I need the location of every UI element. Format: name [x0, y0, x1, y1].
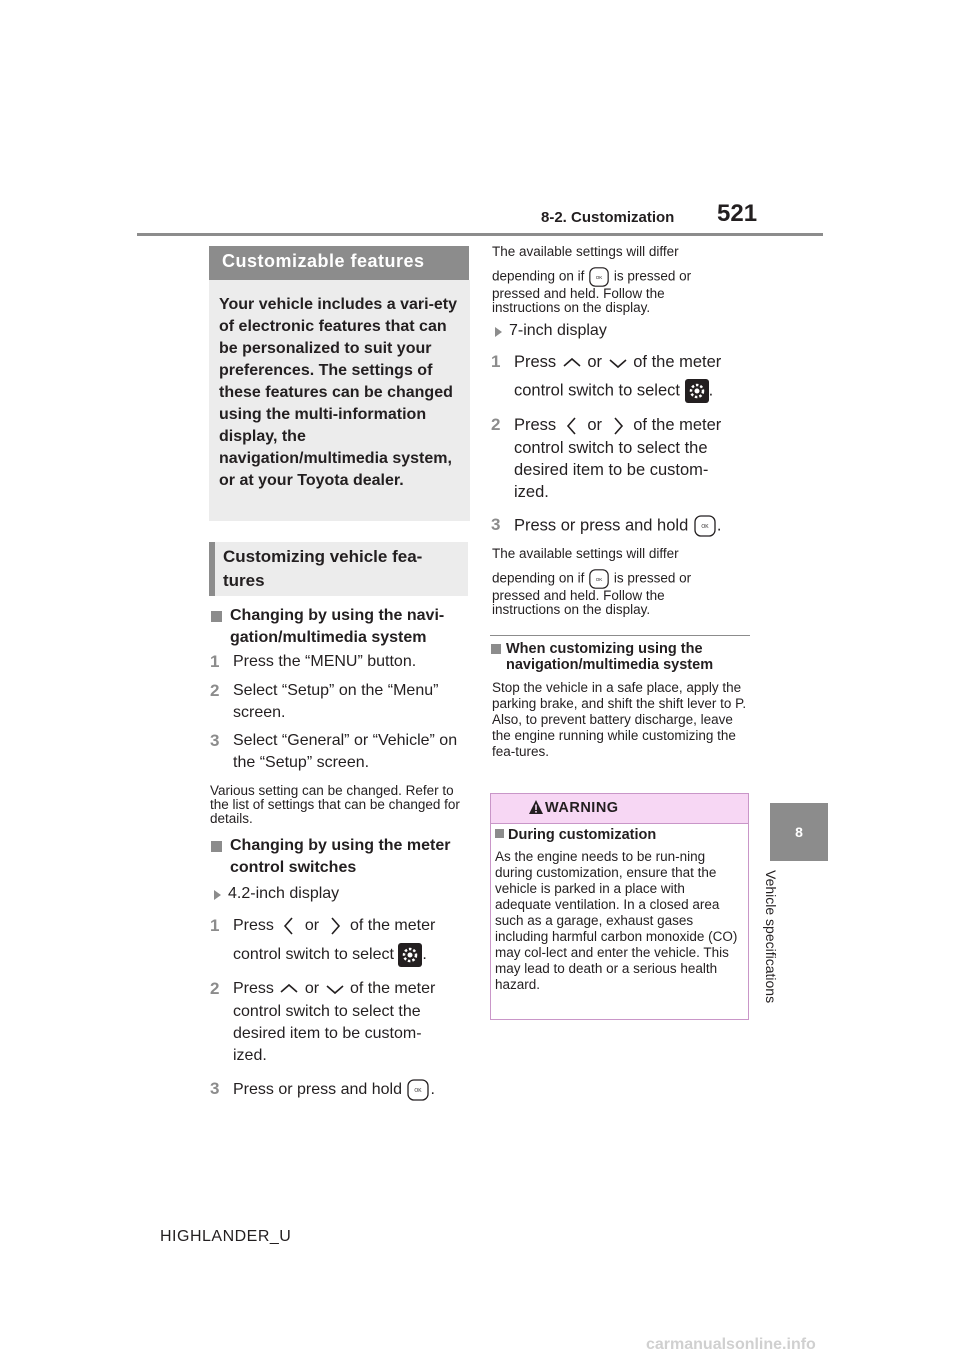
watermark: carmanualsonline.info — [646, 1336, 816, 1353]
nav-step-1: 1 Press the “MENU” button. — [210, 652, 417, 671]
header-rule — [137, 233, 823, 236]
nav-heading: Changing by using the navi-gation/multimedia system — [211, 605, 471, 649]
chapter-label — [762, 870, 796, 1040]
customizable-features-header — [209, 246, 469, 280]
d42-step-3: 3 Press or press and hold OK . — [210, 1078, 470, 1102]
footer-model: HIGHLANDER_U — [160, 1228, 292, 1245]
chapter-label-text: Vehicle specifications — [763, 870, 779, 1004]
ok-button-icon — [693, 514, 717, 538]
intro-box — [209, 280, 470, 521]
gear-settings-icon — [398, 943, 422, 967]
nav-step-2: 2 Select “Setup” on the “Menu” screen. — [210, 681, 439, 721]
square-bullet-icon — [491, 644, 501, 654]
note-mid-rest: pressed and held. Follow the instructions on the display. — [492, 588, 665, 617]
svg-text:OK: OK — [595, 274, 603, 280]
meter-heading: Changing by using the meter control switches — [211, 835, 451, 879]
warning-triangle-icon — [528, 799, 544, 815]
ok-button-icon — [588, 568, 610, 590]
note-mid-line-1: The available settings will differ — [492, 546, 679, 561]
d42-step-2: 2 Press or of the meter — [210, 979, 436, 998]
nav-step-3: 3 Select “General” or “Vehicle” on the “Setup” screen. — [210, 731, 458, 771]
ok-button-icon — [406, 1078, 430, 1102]
warning-body: As the engine needs to be run-ning during customization, ensure that the vehicle is parked in a place with adequate ventilation. In a closed area such as a garage, exhaust gases including harmful carbon monoxide (CO) may col-lect and enter the vehicle. This may lead to death or a serious health hazard. — [495, 849, 738, 992]
warning-box — [490, 793, 749, 1020]
chevron-up-icon — [278, 978, 300, 1000]
when-heading: When customizing using the navigation/multimedia system — [491, 641, 746, 673]
customizable-features-title: Customizable features — [222, 251, 425, 271]
chevron-left-icon — [278, 915, 300, 937]
section-title: 8-2. Customization — [541, 209, 675, 226]
note-top-rest: pressed and held. Follow the instructions on the display. — [492, 286, 665, 315]
warning-subheading: During customization — [495, 827, 656, 843]
gear-settings-icon — [685, 379, 709, 403]
d42-step-1: 1 Press or of the meter — [210, 916, 436, 935]
customizing-vehicle-title: Customizing vehicle fea-tures — [223, 547, 423, 590]
page-number: 521 — [717, 200, 758, 227]
customizing-vehicle-header — [209, 542, 468, 596]
d42-step-2-cont: control switch to select the desired item to be custom-ized. — [233, 1003, 422, 1064]
warning-title: WARNING — [545, 800, 619, 816]
section-divider — [490, 635, 750, 636]
chevron-up-icon — [561, 352, 583, 374]
display-7-item: 7-inch display — [495, 322, 607, 340]
chapter-tab[interactable] — [770, 803, 828, 861]
d7-step-1: 1 Press or of the meter — [491, 351, 751, 374]
square-bullet-icon — [211, 611, 222, 622]
chevron-left-icon — [561, 415, 583, 437]
warning-header — [491, 794, 748, 824]
chevron-down-icon — [324, 978, 346, 1000]
chapter-number: 8 — [795, 824, 803, 840]
square-bullet-icon — [495, 829, 504, 838]
note-top-line-2: depending on if OK is pressed or — [492, 266, 747, 288]
ok-button-icon — [588, 266, 610, 288]
when-body: Stop the vehicle in a safe place, apply the parking brake, and shift the shift lever to P. Also, to prevent battery discharge, leave the engine running while customizing the fea-tures. — [492, 680, 747, 759]
chevron-down-icon — [607, 352, 629, 374]
nav-note: Various setting can be changed. Refer to the list of settings that can be changed for details. — [210, 783, 460, 826]
chevron-right-icon — [607, 415, 629, 437]
d7-step-2: 2 Press or of the meter — [491, 414, 751, 437]
display-42-item: 4.2-inch display — [214, 885, 339, 903]
square-bullet-icon — [211, 841, 222, 852]
d7-step-1-cont: control switch to select . — [514, 379, 754, 403]
triangle-bullet-icon — [495, 327, 502, 337]
triangle-bullet-icon — [214, 890, 221, 900]
d7-step-3: 3 Press or press and hold OK . — [491, 514, 751, 538]
note-top-line-1: The available settings will differ — [492, 244, 679, 259]
svg-text:OK: OK — [701, 524, 709, 530]
d42-step-1-cont: control switch to select . — [233, 943, 473, 967]
d7-step-2-cont: control switch to select the desired item to be custom-ized. — [514, 439, 709, 501]
note-mid-line-2: depending on if OK is pressed or — [492, 568, 747, 590]
chevron-right-icon — [324, 915, 346, 937]
svg-text:OK: OK — [595, 576, 603, 582]
svg-text:OK: OK — [414, 1088, 423, 1094]
intro-text: Your vehicle includes a vari-ety of electronic features that can be personalized to suit your preferences. The settings of these features can be changed using the multi-information display, the navigation/multimedia system, or at your Toyota dealer. — [219, 296, 458, 489]
